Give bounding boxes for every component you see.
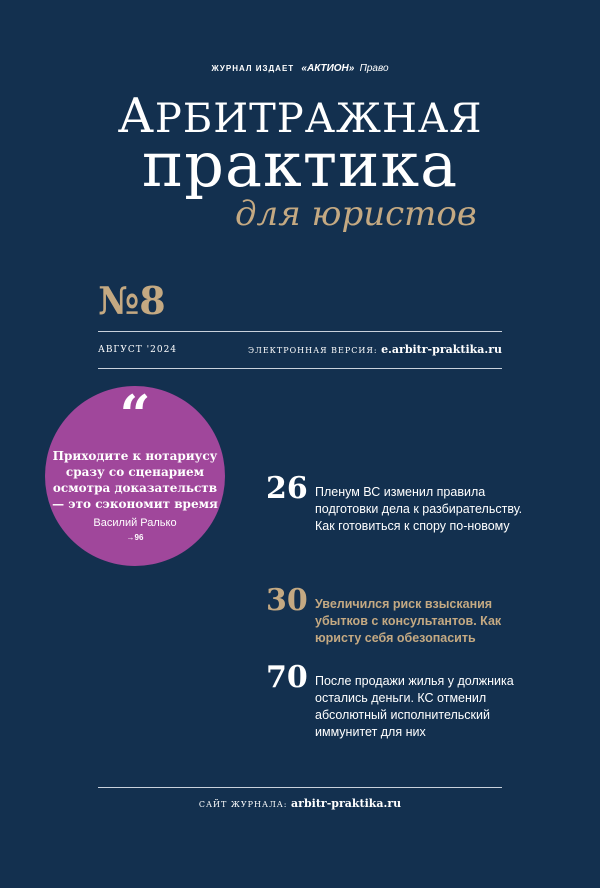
quote-mark-icon: “ [119, 383, 151, 447]
masthead-subtitle: для юристов [235, 194, 477, 234]
quote-text: Приходите к нотариусу сразу со сценарием осмотра доказательств — это сэкономит время [52, 449, 218, 511]
e-version-link[interactable]: e.arbitr-praktika.ru [381, 343, 502, 356]
publisher-label: ЖУРНАЛ ИЗДАЕТ [211, 64, 295, 73]
quote-page-ref: →96 [126, 533, 144, 542]
divider-footer [98, 787, 502, 788]
e-version [248, 343, 502, 358]
issue-number: №8 [98, 278, 166, 323]
publisher-line [0, 63, 600, 74]
e-version-label: ЭЛЕКТРОННАЯ ВЕРСИЯ: [248, 346, 378, 355]
footer-site [0, 797, 600, 812]
article-page-number: 30 [266, 583, 308, 618]
divider-top [98, 331, 502, 332]
publisher-brand-logo: «АКТИОН» [301, 63, 355, 74]
masthead-title-rest: РБИТРАЖНАЯ [154, 96, 483, 142]
issue-date: АВГУСТ '2024 [98, 345, 178, 355]
article-page-number: 70 [266, 660, 308, 695]
article-headline: После продажи жилья у должника остались деньги. КС отменил абсолютный исполнительский иммунитет для них [315, 674, 514, 739]
article-headline: Увеличился риск взыскания убытков с консультантов. Как юристу себя обезопасить [315, 597, 502, 645]
masthead-title-line2: практика [141, 128, 459, 201]
article-headline: Пленум ВС изменил правила подготовки дела к разбирательству. Как готовиться к спору по-новому [315, 485, 523, 533]
footer-site-link[interactable]: arbitr-praktika.ru [291, 797, 402, 810]
divider-bottom [98, 368, 502, 369]
publisher-brand-sub: Право [359, 63, 389, 74]
footer-site-label: САЙТ ЖУРНАЛА: [198, 800, 288, 809]
quote-author: Василий Ралько [93, 517, 177, 529]
masthead-title-initial: А [117, 88, 155, 144]
quote-circle [45, 383, 225, 566]
article-page-number: 26 [266, 471, 308, 506]
